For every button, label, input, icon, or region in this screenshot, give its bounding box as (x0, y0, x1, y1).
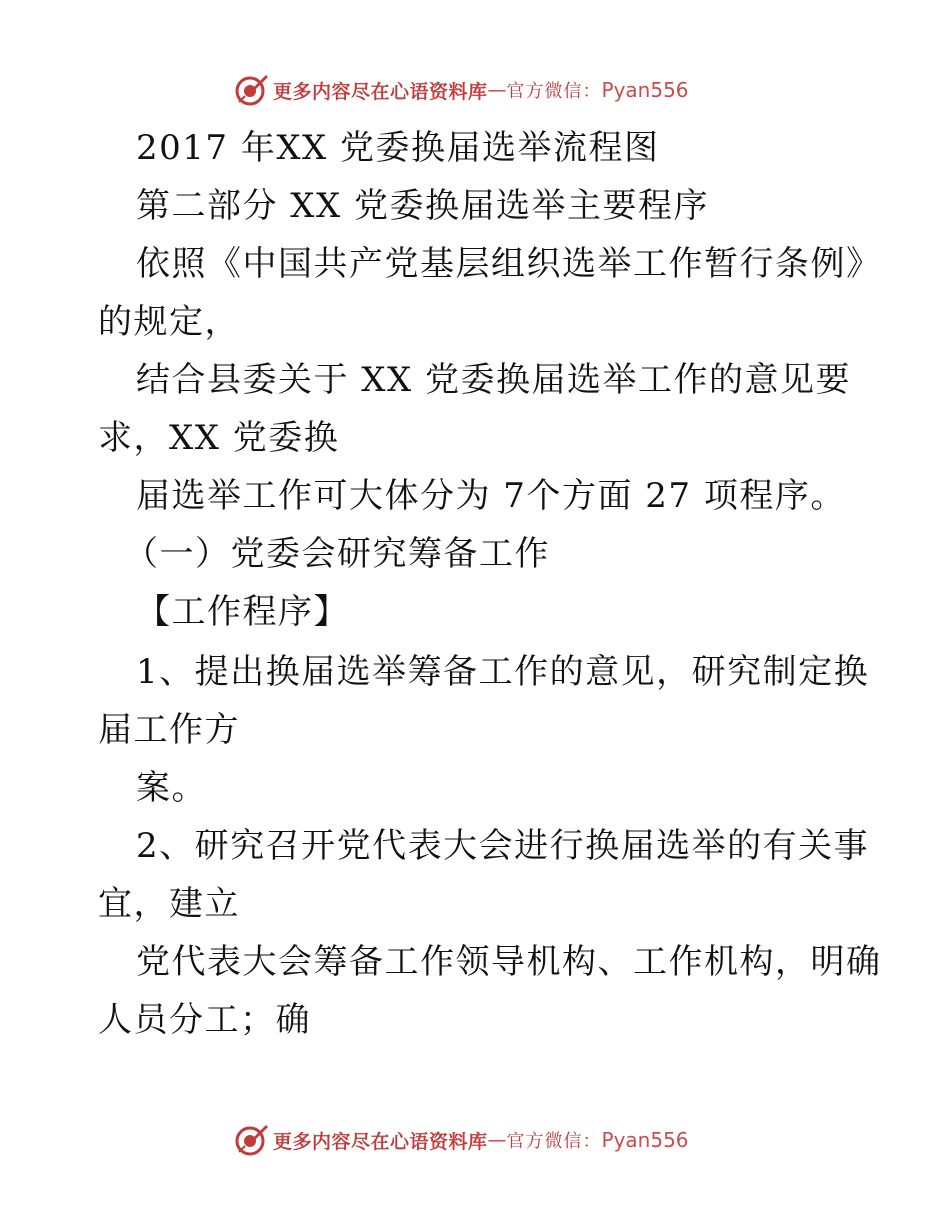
paragraph-line: 结合县委关于 XX 党委换届选举工作的意见要 (136, 360, 852, 400)
pen-logo-icon (233, 1122, 269, 1158)
paragraph-line: 的规定， (98, 302, 240, 342)
paragraph-line: 宜，建立 (98, 884, 240, 924)
paragraph-line: 人员分工；确 (98, 1000, 311, 1040)
paragraph-line: 依照《中国共产党基层组织选举工作暂行条例》 (136, 244, 882, 284)
procedure-heading: 【工作程序】 (136, 592, 349, 632)
watermark-footer (233, 1122, 689, 1158)
paragraph-line: 届工作方 (98, 710, 240, 750)
paragraph-line: 求，XX 党委换 (98, 418, 340, 458)
paragraph-line: 案。 (136, 768, 207, 808)
watermark-wechat-id: Pyan556 (601, 78, 689, 102)
watermark-official-label: 官方微信： (506, 1131, 602, 1152)
watermark-text: 更多内容尽在心语资料库 (273, 80, 488, 103)
watermark-text: 更多内容尽在心语资料库 (273, 1130, 488, 1153)
watermark-dash: — (487, 79, 507, 101)
subsection-heading: （一）党委会研究筹备工作 (124, 534, 550, 574)
paragraph-line: 2、研究召开党代表大会进行换届选举的有关事 (136, 826, 870, 866)
watermark-dash: — (487, 1129, 507, 1151)
section-heading: 第二部分 XX 党委换届选举主要程序 (136, 186, 710, 226)
watermark-official-label: 官方微信： (506, 81, 602, 102)
paragraph-line: 届选举工作可大体分为 7个方面 27 项程序。 (136, 476, 846, 516)
watermark-wechat-id: Pyan556 (601, 1128, 689, 1152)
doc-title: 2017 年XX 党委换届选举流程图 (136, 128, 660, 168)
paragraph-line: 党代表大会筹备工作领导机构、工作机构，明确 (136, 942, 882, 982)
paragraph-line: 1、提出换届选举筹备工作的意见，研究制定换 (136, 652, 870, 692)
